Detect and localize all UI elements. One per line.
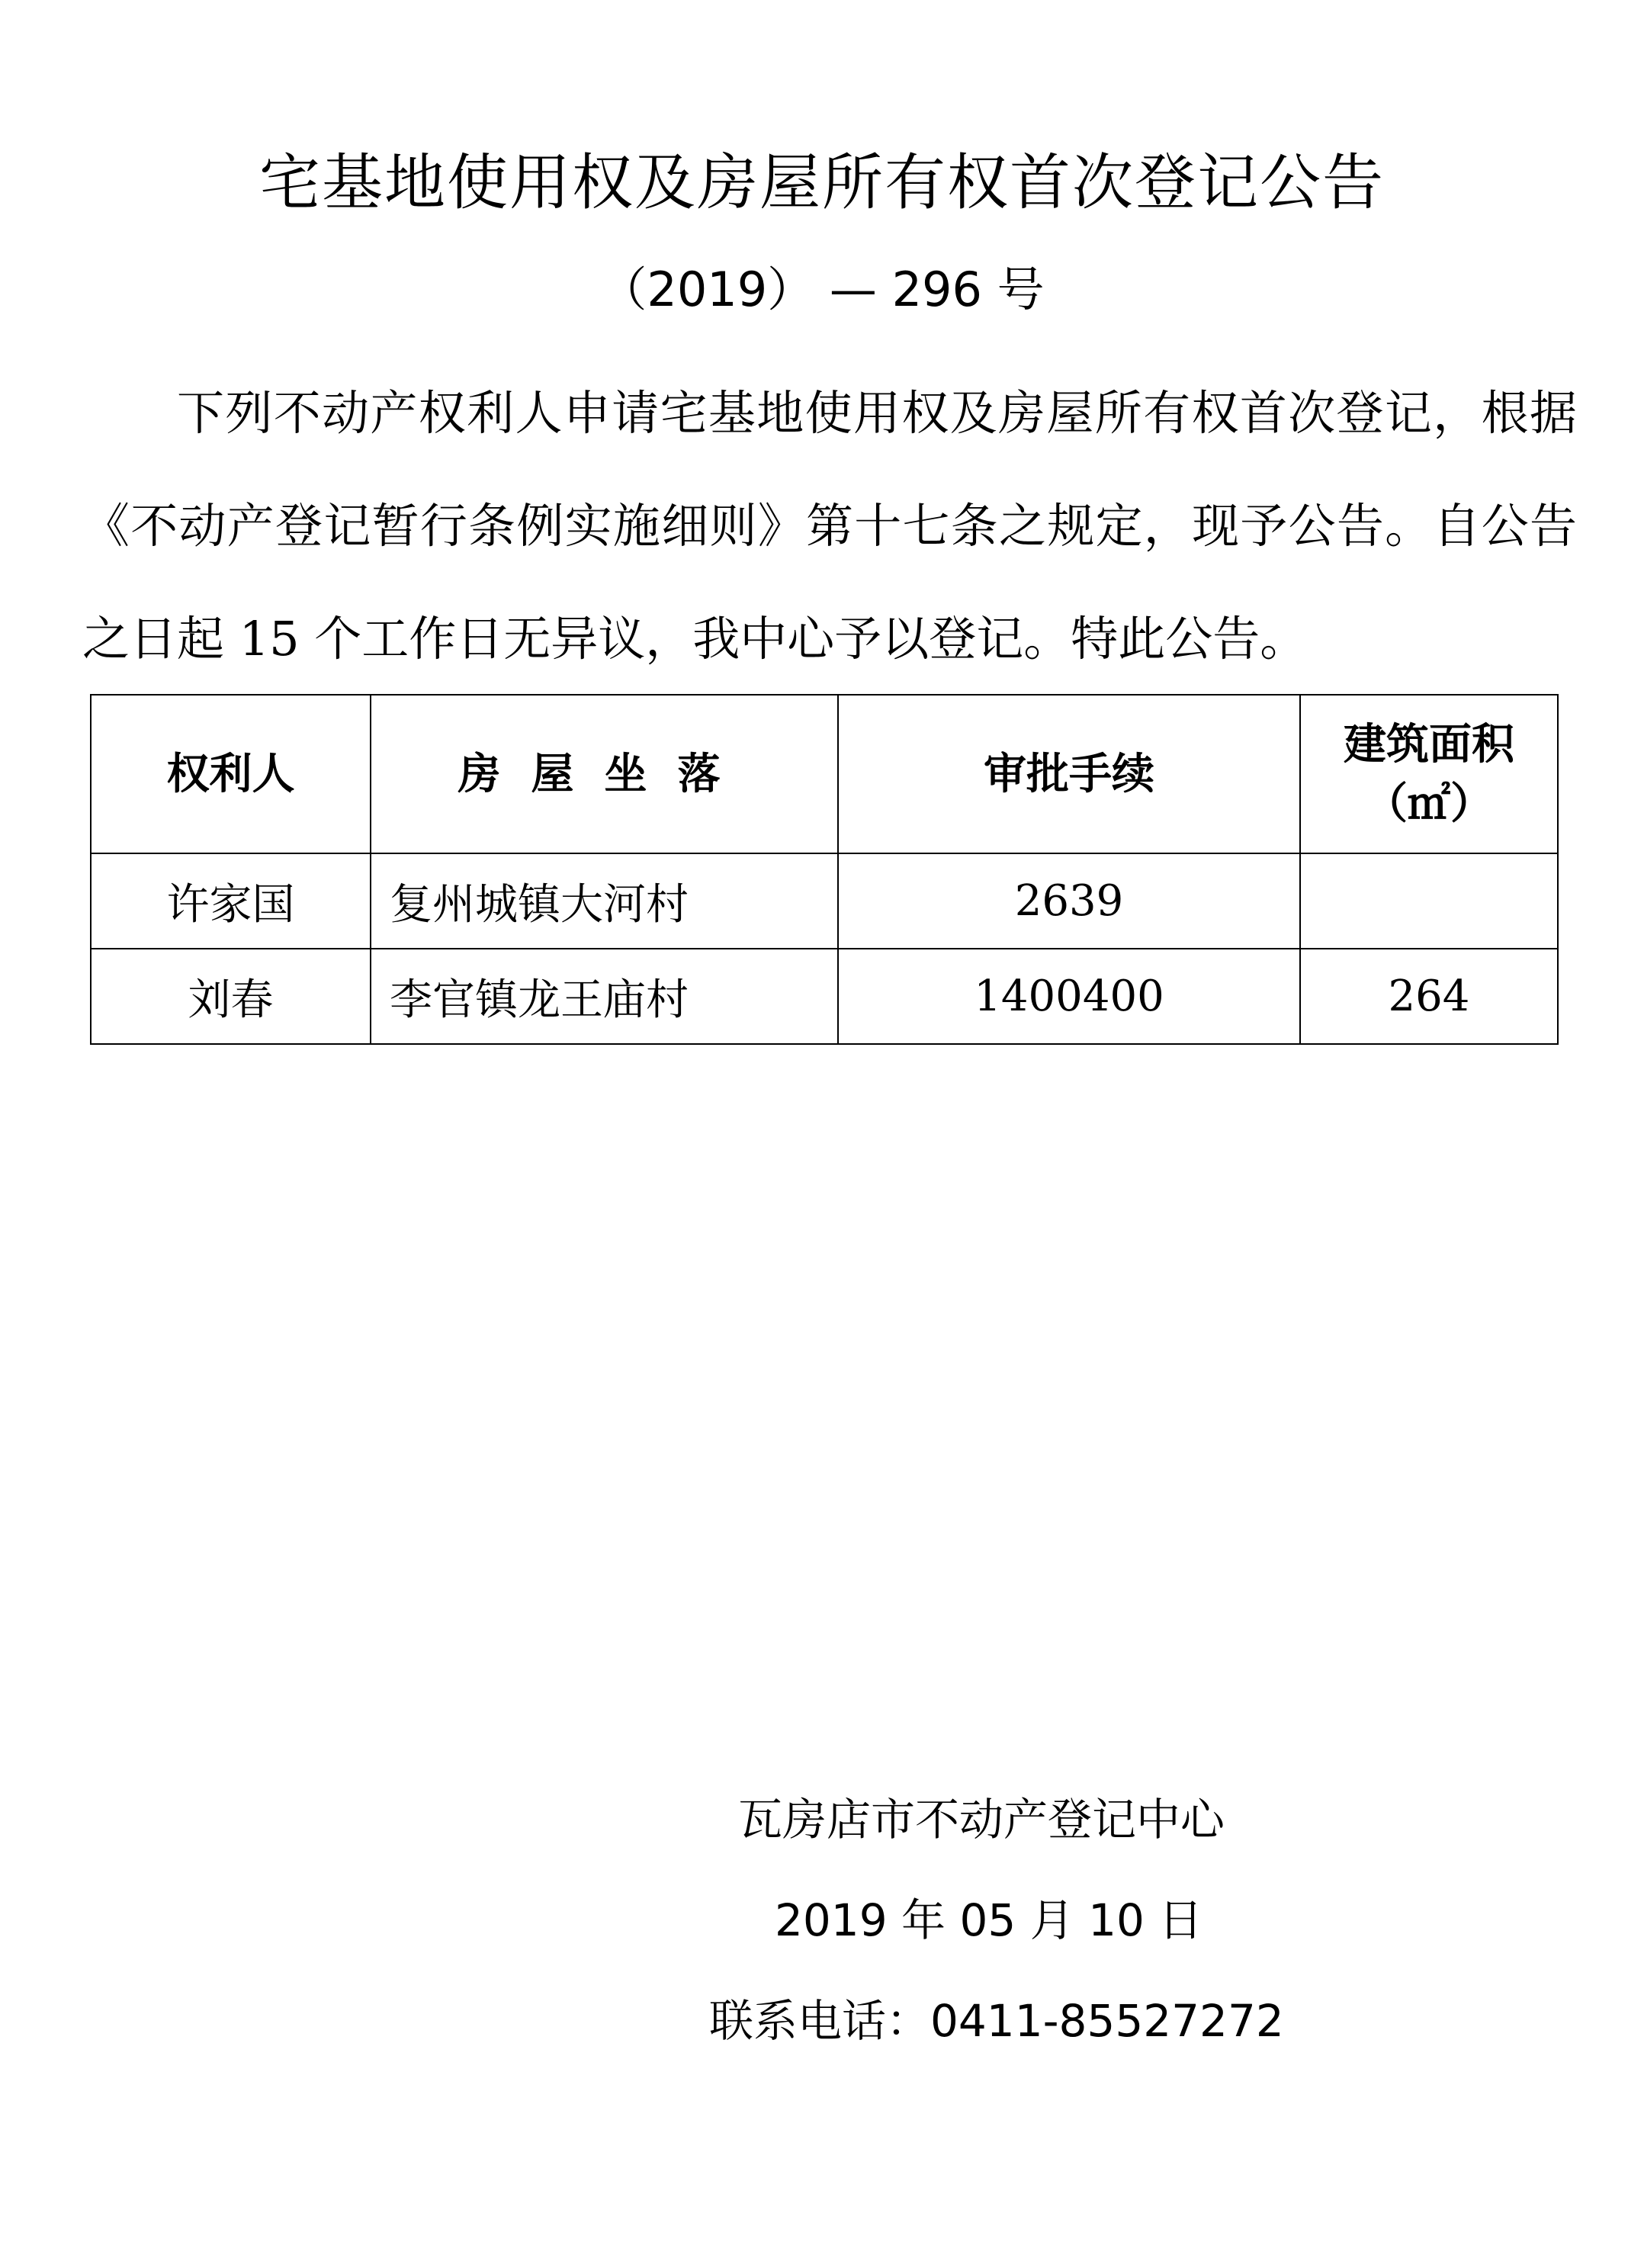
table-row	[91, 853, 1558, 949]
header-approval: 审批手续	[838, 695, 1300, 853]
header-holder: 权利人	[91, 695, 371, 853]
header-location-label: 房屋坐落	[458, 749, 751, 799]
issue-date: 2019 年 05 月 10 日	[775, 1894, 1203, 1946]
cell-area: 264	[1300, 949, 1558, 1044]
cell-holder: 许家国	[91, 853, 371, 949]
issuing-organization: 瓦房店市不动产登记中心	[738, 1794, 1225, 1846]
announcement-body: 下列不动产权利人申请宅基地使用权及房屋所有权首次登记，根据《不动产登记暂行条例实施细则》第十七条之规定，现予公告。自公告之日起 15 个工作日无异议，我中心予以登记。特此公告。	[82, 385, 1577, 667]
table-header-row	[91, 695, 1558, 853]
cell-approval: 2639	[838, 853, 1300, 949]
header-area	[1300, 695, 1558, 853]
cell-holder: 刘春	[91, 949, 371, 1044]
document-number: （2019） — 296 号	[599, 262, 1045, 317]
cell-area	[1300, 853, 1558, 949]
page-title: 宅基地使用权及房屋所有权首次登记公告	[259, 147, 1385, 218]
cell-location: 李官镇龙王庙村	[371, 949, 838, 1044]
cell-approval: 1400400	[838, 949, 1300, 1044]
header-area-label: 建筑面积	[1344, 719, 1514, 769]
contact-phone: 联系电话：0411-85527272	[709, 1995, 1284, 2047]
table-row	[91, 949, 1558, 1044]
header-location	[371, 695, 838, 853]
header-area-unit: （㎡）	[1365, 779, 1493, 829]
registration-table	[90, 694, 1559, 1045]
cell-location: 复州城镇大河村	[371, 853, 838, 949]
